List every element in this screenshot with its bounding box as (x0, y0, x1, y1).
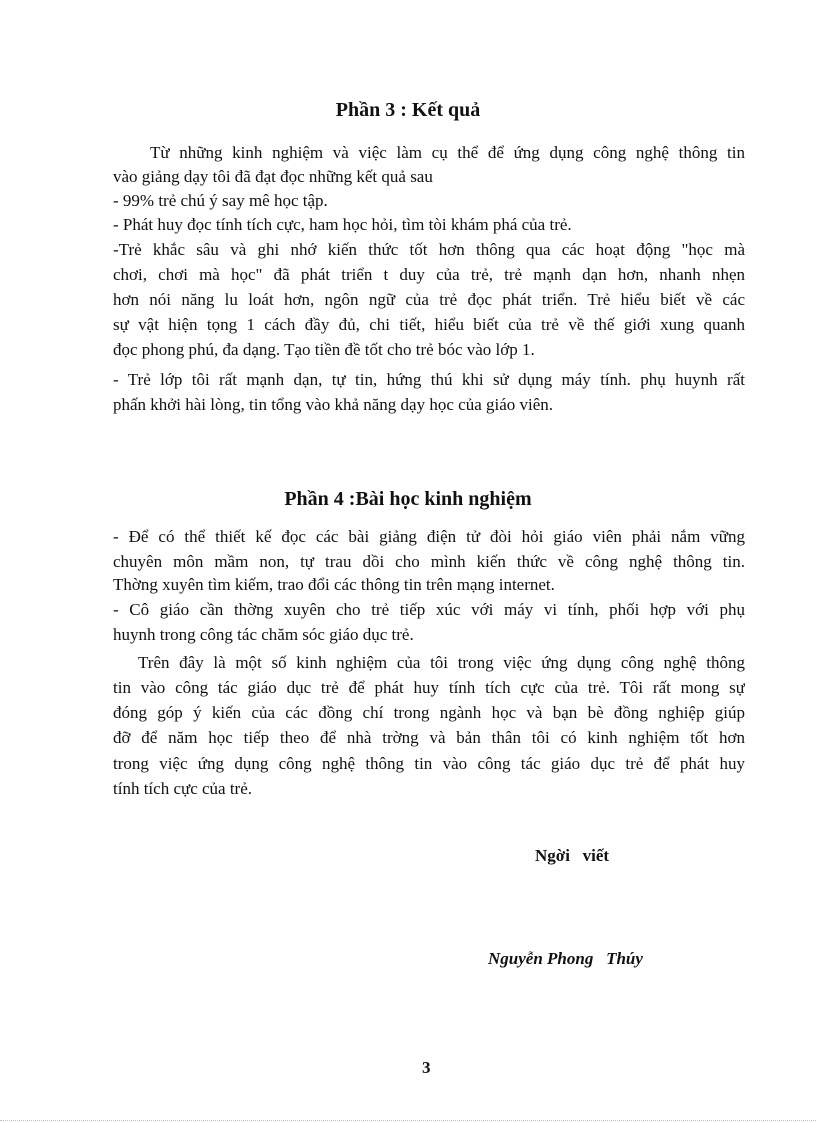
section3-line: hơn nói năng lu loát hơn, ngôn ngữ của trẻ đọc phát triển. Trẻ hiểu biết về các (113, 290, 745, 309)
section3-line: -Trẻ khắc sâu và ghi nhớ kiến thức tốt hơn thông qua các hoạt động "học mà (113, 240, 745, 259)
section3-line: phấn khởi hài lòng, tin tổng vào khả năng dạy học của giáo viên. (113, 395, 554, 414)
section4-line: Thờng xuyên tìm kiếm, trao đổi các thông tin trên mạng internet. (113, 575, 555, 594)
section3-line: - 99% trẻ chú ý say mê học tập. (113, 191, 328, 210)
closing-line: tin vào công tác giáo dục trẻ để phát huy tính tích cực của trẻ. Tôi rất mong sự (113, 678, 745, 697)
section3-title: Phần 3 : Kết quả (335, 99, 481, 121)
section4-line: huynh trong công tác chăm sóc giáo dục trẻ. (113, 625, 414, 644)
section3-line: đọc phong phú, đa dạng. Tạo tiền đề tốt cho trẻ bóc vào lớp 1. (113, 340, 535, 359)
closing-line: đỡ để năm học tiếp theo để nhà trờng và bản thân tôi có kinh nghiệm tốt hơn (113, 728, 745, 747)
section3-line: - Phát huy đọc tính tích cực, ham học hỏi, tìm tòi khám phá của trẻ. (113, 215, 572, 234)
section3-line: sự vật hiện tọng 1 cách đầy đủ, chi tiết, hiểu biết của trẻ về thế giới xung quanh (113, 315, 745, 334)
closing-line: đóng góp ý kiến của các đồng chí trong ngành học và bạn bè đồng nghiệp giúp (113, 703, 745, 722)
section4-line: chuyên môn mầm non, tự trau dồi cho mình kiến thức về công nghệ thông tin. (113, 552, 745, 571)
page-number: 3 (422, 1058, 431, 1077)
section3-line: chơi, chơi mà học" đã phát triển t duy của trẻ, trẻ mạnh dạn hơn, nhanh nhẹn (113, 265, 745, 284)
signature-label: Ngời viết (535, 846, 610, 865)
closing-line: trong việc ứng dụng công nghệ thông tin vào công tác giáo dục trẻ để phát huy (113, 754, 745, 773)
closing-line: Trên đây là một số kinh nghiệm của tôi trong việc ứng dụng công nghệ thông (138, 653, 745, 672)
closing-line: tính tích cực của trẻ. (113, 779, 253, 798)
signature-name: Nguyễn Phong Thúy (488, 949, 643, 968)
section4-line: - Cô giáo cần thờng xuyên cho trẻ tiếp xúc với máy vi tính, phối hợp với phụ (113, 600, 745, 619)
section3-line: Từ những kinh nghiệm và việc làm cụ thể để ứng dụng công nghệ thông tin (150, 143, 745, 162)
section3-line: - Trẻ lớp tôi rất mạnh dạn, tự tin, hứng thú khi sử dụng máy tính. phụ huynh rất (113, 370, 745, 389)
page-boundary (0, 1120, 816, 1121)
section4-title: Phần 4 :Bài học kinh nghiệm (284, 488, 532, 510)
section4-line: - Để có thể thiết kế đọc các bài giảng điện tử đòi hỏi giáo viên phải nắm vững (113, 527, 745, 546)
section3-line: vào giảng dạy tôi đã đạt đọc những kết quả sau (113, 167, 433, 186)
